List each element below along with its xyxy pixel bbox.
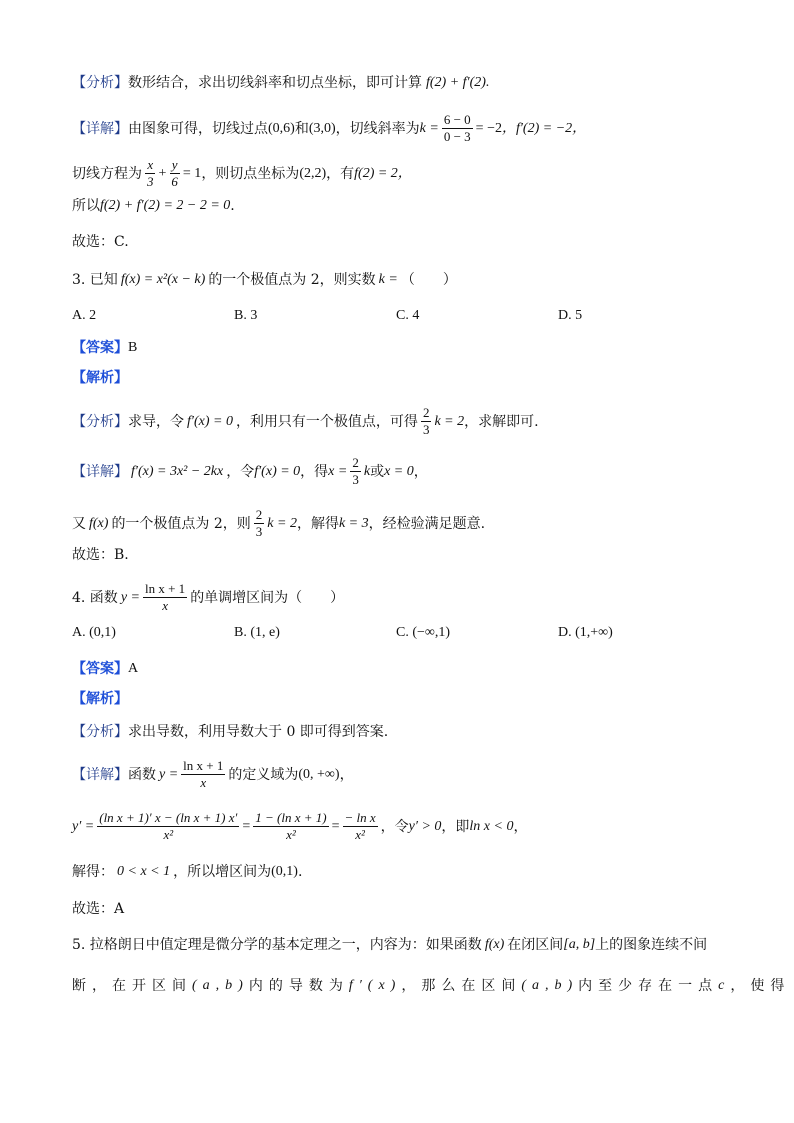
q3-again <box>72 507 485 540</box>
q5-line-2 <box>72 976 790 996</box>
q3-again-d: ，解得 <box>296 515 339 532</box>
q3-again-b: 的一个极值点为 2，则 <box>111 515 251 532</box>
q4-deriv-fraction-1 <box>97 810 239 843</box>
q3-stem <box>72 270 457 290</box>
q3-option-c: C. 4 <box>396 308 420 323</box>
q5-line2-fprime: f′(x) <box>348 978 402 993</box>
q4-detail-num: ln x + 1 <box>183 758 224 773</box>
p2-tangent-point: (2,2) <box>299 165 327 181</box>
q4-deriv-fraction-3 <box>343 810 378 843</box>
p2-slope-fraction <box>442 112 473 145</box>
q4-deriv-num-1: (ln x + 1)′ x − (ln x + 1) x′ <box>99 810 238 825</box>
q3-option-a: A. 2 <box>72 308 97 323</box>
analysis-label: 【分析】 <box>72 75 128 91</box>
p2-ty-num: y <box>171 157 178 172</box>
q3-detail-h: x = 0 <box>384 463 414 479</box>
q5-line2-interval: (a,b) <box>192 978 249 993</box>
q5-line1-a: 5. 拉格朗日中值定理是微分学的基本定理之一，内容为：如果函数 <box>72 937 482 953</box>
q3-choose-text: 故选：B. <box>72 547 129 563</box>
q4-answer-value: A <box>128 661 139 676</box>
q3-choose <box>72 545 129 565</box>
q4-analysis <box>72 722 388 742</box>
q3-again-expr: f(x) <box>89 515 109 531</box>
p2-so-end: . <box>230 198 235 214</box>
q4-detail-b: 的定义域为 <box>228 766 299 783</box>
q3-option-d: D. 5 <box>558 308 583 323</box>
q4-option-d: D. (1,+∞) <box>558 625 613 640</box>
q4-deriv-den-3: x² <box>355 827 365 842</box>
q3-again-frac-den: 3 <box>255 524 263 539</box>
q4-deriv-tail-b: y′ > 0 <box>408 818 442 834</box>
q4-solve-e: . <box>297 864 303 880</box>
p2-ty-den: 6 <box>171 174 178 189</box>
q3-analysis <box>72 405 539 438</box>
q4-deriv-tail-e: ， <box>513 818 528 835</box>
detail-label: 【详解】 <box>72 463 128 480</box>
q4-solve-c: ，所以增区间为 <box>173 864 272 880</box>
q4-option-b: B. (1, e) <box>234 625 280 640</box>
q4-stem-y: y = <box>120 589 140 605</box>
q4-option-a: A. (0,1) <box>72 625 116 640</box>
p2-choose-text: 故选：C. <box>72 234 129 250</box>
q4-deriv-num-3: − ln x <box>344 810 376 825</box>
q3-again-frac-num: 2 <box>255 507 263 522</box>
q3-detail-frac-num: 2 <box>352 455 359 470</box>
q4-stem-den: x <box>162 598 168 613</box>
q4-detail-domain: (0, +∞) <box>298 766 340 782</box>
q3-analysis-c: k = 2 <box>434 413 465 429</box>
q4-eq-1: = <box>242 818 251 834</box>
q5-line1-f: f(x) <box>484 937 505 952</box>
p2-slope-denominator: 0 − 3 <box>443 129 471 144</box>
analysis-label: 【分析】 <box>72 413 128 430</box>
q4-deriv-tail-d: ln x < 0 <box>469 818 514 834</box>
q3-detail-e: x = <box>328 463 348 479</box>
q3-detail-i: ， <box>413 463 428 480</box>
detail-label: 【详解】 <box>72 120 128 137</box>
q3-frac-den: 3 <box>422 422 430 437</box>
p2-so: 所以 <box>72 198 100 214</box>
q4-deriv-den-1: x² <box>163 827 174 842</box>
analysis-label: 【分析】 <box>72 724 128 740</box>
p2-tx-den: 3 <box>147 174 154 189</box>
p2-tangent-rest: = 1 <box>182 165 202 181</box>
q3-detail-g: 或 <box>370 463 385 480</box>
q4-solve <box>72 862 302 882</box>
q4-stem-a: 4. 函数 <box>72 589 118 606</box>
q4-deriv-tail-c: ，即 <box>441 818 470 835</box>
q4-deriv-num-2: 1 − (ln x + 1) <box>255 810 327 825</box>
q3-stem-k: k = <box>378 272 398 287</box>
q4-solve-a: 解得： <box>72 864 114 880</box>
q3-again-f: ，经检验满足题意. <box>368 515 486 532</box>
q5-line2-e: ，使得 <box>730 978 791 994</box>
q4-jiexi <box>72 689 128 709</box>
q4-detail-a: 函数 <box>128 766 156 783</box>
p2-so-expr: f(2) + f′(2) = 2 − 2 = 0 <box>100 198 231 213</box>
q3-again-a: 又 <box>72 515 86 532</box>
q4-stem-b: 的单调增区间为（ ） <box>190 589 345 606</box>
q4-stem-fraction <box>143 581 187 614</box>
q3-detail-fraction <box>350 455 361 488</box>
q3-again-e: k = 3 <box>338 515 369 531</box>
q4-solve-b: 0 < x < 1 <box>117 864 171 879</box>
p2-tangent-line: 切线方程为 $\frac{x}{3}$ + $\frac{y}{6}$ = 1 ，则切点坐标为 (2,2) ，有 f(2) = 2， <box>72 157 412 189</box>
q3-answer-value: B <box>128 340 138 355</box>
p2-analysis-expr: f(2) + f′(2). <box>426 75 490 90</box>
q4-derivative <box>72 810 527 843</box>
q5-line2-b: 内的导数为 <box>248 978 349 994</box>
q4-solve-d: (0,1) <box>271 864 298 879</box>
p2-has: ，有 <box>326 165 355 182</box>
q4-deriv-fraction-2 <box>253 810 328 843</box>
q3-frac-num: 2 <box>422 405 430 420</box>
q4-analysis-text: 求出导数，利用导数大于 0 即可得到答案. <box>128 724 389 740</box>
q4-detail <box>72 758 354 791</box>
q4-deriv-tail-a: ，令 <box>380 818 409 835</box>
q3-again-c: k = 2 <box>267 515 297 531</box>
q5-line1-b: 在闭区间 <box>507 937 564 953</box>
solution-label: 【解析】 <box>72 370 128 386</box>
q5-line2-interval-2: (a,b) <box>521 978 579 993</box>
q3-detail <box>72 455 428 488</box>
q5-line2-d: 内至少存在一点 <box>578 978 719 994</box>
q3-analysis-d: ，求解即可. <box>464 413 539 430</box>
p2-analysis-line <box>72 73 489 93</box>
p2-fprime-2: ，f′(2) = −2， <box>501 120 587 136</box>
q3-detail-expr: f′(x) = 3x² − 2kx <box>131 463 224 479</box>
q4-deriv-den-2: x² <box>286 827 296 842</box>
p2-point-1: (0,6) <box>268 120 295 136</box>
q3-analysis-b: ，利用只有一个极值点，可得 <box>235 413 418 430</box>
p2-choose <box>72 232 129 252</box>
p2-slope-result: = −2 <box>475 120 502 136</box>
q4-answer <box>72 659 138 679</box>
q3-detail-frac-den: 3 <box>352 472 359 487</box>
p2-k-eq: k = <box>419 120 439 136</box>
q3-analysis-a: 求导，令 <box>128 413 184 430</box>
q3-jiexi <box>72 368 128 388</box>
q3-analysis-fraction <box>421 405 432 438</box>
q3-detail-f: k <box>363 463 371 479</box>
p2-slope-text: ，切线斜率为 <box>335 120 420 137</box>
q4-choose <box>72 899 124 919</box>
q3-option-b: B. 3 <box>234 308 258 323</box>
q3-stem-b: 的一个极值点为 2，则实数 <box>208 272 376 288</box>
answer-label: 【答案】 <box>72 661 128 677</box>
q4-stem-num: ln x + 1 <box>144 581 186 596</box>
p2-detail-text: 由图象可得，切线过点 <box>128 120 268 137</box>
q5-line2-c: ，那么在区间 <box>401 978 522 994</box>
p2-analysis-text: 数形结合，求出切线斜率和切点坐标，即可计算 <box>128 75 422 91</box>
q3-again-fraction <box>254 507 265 540</box>
q4-deriv-lhs: y′ = <box>72 818 95 834</box>
q4-stem <box>72 581 344 614</box>
solution-label: 【解析】 <box>72 691 128 707</box>
q4-detail-den: x <box>200 775 207 790</box>
q4-choose-text: 故选：A <box>72 901 125 917</box>
q3-stem-expr: f(x) = x²(x − k) <box>120 272 206 287</box>
q3-stem-c: （ ） <box>400 272 457 288</box>
p2-and: 和 <box>294 120 309 137</box>
p2-detail-line <box>72 112 586 145</box>
q4-detail-y: y = <box>159 766 179 782</box>
q4-detail-c: ， <box>339 766 354 783</box>
p2-tangent-text: 切线方程为 <box>72 165 142 182</box>
q3-answer <box>72 338 137 358</box>
p2-ty-fraction <box>169 157 180 190</box>
p2-f2: f(2) = 2， <box>354 165 412 181</box>
q3-analysis-expr: f′(x) = 0 <box>187 413 233 429</box>
p2-tx-fraction <box>145 157 156 190</box>
q5-line2-a: 断，在开区间 <box>72 978 192 994</box>
q3-detail-c: f′(x) = 0 <box>254 463 301 479</box>
p2-slope-numerator: 6 − 0 <box>443 112 471 127</box>
q5-line-1 <box>72 935 707 955</box>
p2-tx-num: x <box>147 157 154 172</box>
q5-line1-interval: [a, b] <box>563 937 596 952</box>
detail-label: 【详解】 <box>72 766 128 783</box>
q4-option-c: C. (−∞,1) <box>396 625 451 640</box>
q4-eq-2: = <box>331 818 340 834</box>
p2-tangent-tail: ，则切点坐标为 <box>201 165 300 182</box>
q5-line1-c: 上的图象连续不间 <box>595 937 708 953</box>
answer-label: 【答案】 <box>72 340 128 356</box>
q3-detail-b: ，令 <box>226 463 255 480</box>
p2-so-line <box>72 196 235 216</box>
q3-stem-a: 3. 已知 <box>72 272 118 288</box>
q5-line2-c-var: c <box>718 978 731 993</box>
q4-detail-fraction <box>181 758 225 791</box>
p2-point-2: (3,0) <box>308 120 336 136</box>
q3-detail-d: ，得 <box>300 463 329 480</box>
